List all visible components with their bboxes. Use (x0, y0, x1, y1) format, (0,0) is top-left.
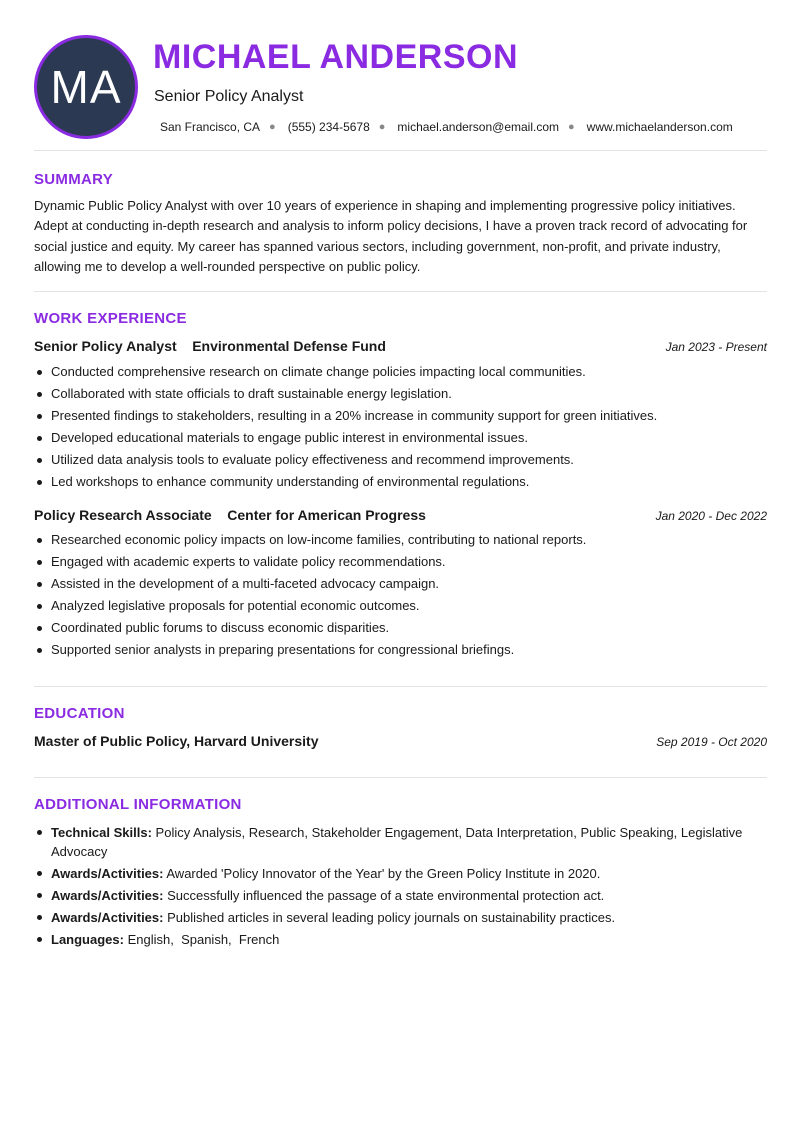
item-text: Published articles in several leading policy journals on sustainability practices. (167, 910, 616, 925)
list-item (34, 886, 767, 905)
job-header (34, 507, 767, 523)
education-heading: EDUCATION (34, 705, 125, 722)
contact-line (160, 120, 733, 134)
education-dates: Sep 2019 - Oct 2020 (656, 735, 767, 749)
divider (34, 686, 767, 687)
additional-information-heading: ADDITIONAL INFORMATION (34, 796, 242, 813)
item-text: Successfully influenced the passage of a state environmental protection act. (167, 888, 605, 903)
contact-website[interactable]: www.michaelanderson.com (586, 120, 733, 134)
list-item: Collaborated with state officials to draft sustainable energy legislation. (34, 386, 767, 408)
contact-location: San Francisco, CA (160, 120, 261, 134)
bullet-icon (37, 392, 42, 397)
job-bullets (34, 364, 767, 496)
divider (34, 291, 767, 292)
job-header (34, 338, 767, 354)
contact-email[interactable]: michael.anderson@email.com (397, 120, 560, 134)
bullet-icon (37, 648, 42, 653)
bullet-icon (37, 830, 42, 835)
bullet-icon (37, 915, 42, 920)
item-label: Awards/Activities: (51, 888, 164, 903)
bullet-icon (37, 604, 42, 609)
list-item: Presented findings to stakeholders, resulting in a 20% increase in community support for green initiatives. (34, 408, 767, 430)
separator-dot-icon: ● (269, 121, 276, 133)
summary-heading: SUMMARY (34, 171, 114, 188)
job-role: Senior Policy Analyst (34, 338, 177, 354)
item-label: Technical Skills: (51, 825, 152, 840)
divider (34, 777, 767, 778)
list-item (34, 908, 767, 927)
bullet-icon (37, 937, 42, 942)
avatar-initials: MA (50, 61, 122, 113)
summary-text: Dynamic Public Policy Analyst with over 10 years of experience in shaping and implementing progressive policy initiatives. Adept at conducting in-depth research and analysis to inform policy decisions, I have a proven track record of advocating for social justice and equity. My career has spanned various sectors, including government, non-profit, and private industry, allowing me to develop a well-rounded perspective on public policy. (34, 198, 748, 274)
job-organization: Environmental Defense Fund (192, 338, 386, 354)
list-item: Conducted comprehensive research on climate change policies impacting local communities. (34, 364, 767, 386)
job-dates: Jan 2023 - Present (665, 340, 767, 354)
item-text: Awarded 'Policy Innovator of the Year' by the Green Policy Institute in 2020. (166, 866, 601, 881)
job-dates: Jan 2020 - Dec 2022 (655, 509, 767, 523)
bullet-icon (37, 458, 42, 463)
list-item: Researched economic policy impacts on low-income families, contributing to national reports. (34, 532, 767, 554)
additional-information-list (34, 823, 767, 952)
bullet-icon (37, 436, 42, 441)
list-item: Engaged with academic experts to validate policy recommendations. (34, 554, 767, 576)
bullet-icon (37, 871, 42, 876)
divider (34, 150, 767, 151)
list-item: Analyzed legislative proposals for potential economic outcomes. (34, 598, 767, 620)
education-degree: Master of Public Policy, Harvard University (34, 733, 319, 749)
avatar (34, 35, 138, 139)
education-entry (34, 733, 767, 749)
item-label: Awards/Activities: (51, 910, 164, 925)
contact-phone[interactable]: (555) 234-5678 (287, 120, 370, 134)
list-item: Assisted in the development of a multi-faceted advocacy campaign. (34, 576, 767, 598)
list-item (34, 823, 767, 861)
item-label: Awards/Activities: (51, 866, 164, 881)
list-item: Led workshops to enhance community understanding of environmental regulations. (34, 474, 767, 496)
list-item: Developed educational materials to engage public interest in environmental issues. (34, 430, 767, 452)
separator-dot-icon: ● (378, 121, 386, 133)
separator-dot-icon: ● (568, 121, 575, 133)
bullet-icon (37, 560, 42, 565)
bullet-icon (37, 370, 42, 375)
bullet-icon (37, 893, 42, 898)
job-organization: Center for American Progress (227, 507, 426, 523)
bullet-icon (37, 538, 42, 543)
list-item (34, 864, 767, 883)
list-item: Supported senior analysts in preparing presentations for congressional briefings. (34, 642, 767, 664)
item-text: Policy Analysis, Research, Stakeholder Engagement, Data Interpretation, Public Speaking, Legislative Advocacy (51, 825, 743, 859)
bullet-icon (37, 480, 42, 485)
list-item (34, 930, 767, 949)
job-bullets (34, 532, 767, 664)
item-label: Languages: (51, 932, 124, 947)
list-item: Utilized data analysis tools to evaluate policy effectiveness and recommend improvements. (34, 452, 767, 474)
bullet-icon (37, 626, 42, 631)
item-text: English, Spanish, French (127, 932, 280, 947)
bullet-icon (37, 582, 42, 587)
candidate-title: Senior Policy Analyst (154, 88, 304, 105)
work-experience-heading: WORK EXPERIENCE (34, 310, 187, 327)
list-item: Coordinated public forums to discuss economic disparities. (34, 620, 767, 642)
bullet-icon (37, 414, 42, 419)
job-role: Policy Research Associate (34, 507, 212, 523)
candidate-name: MICHAEL ANDERSON (153, 38, 519, 76)
